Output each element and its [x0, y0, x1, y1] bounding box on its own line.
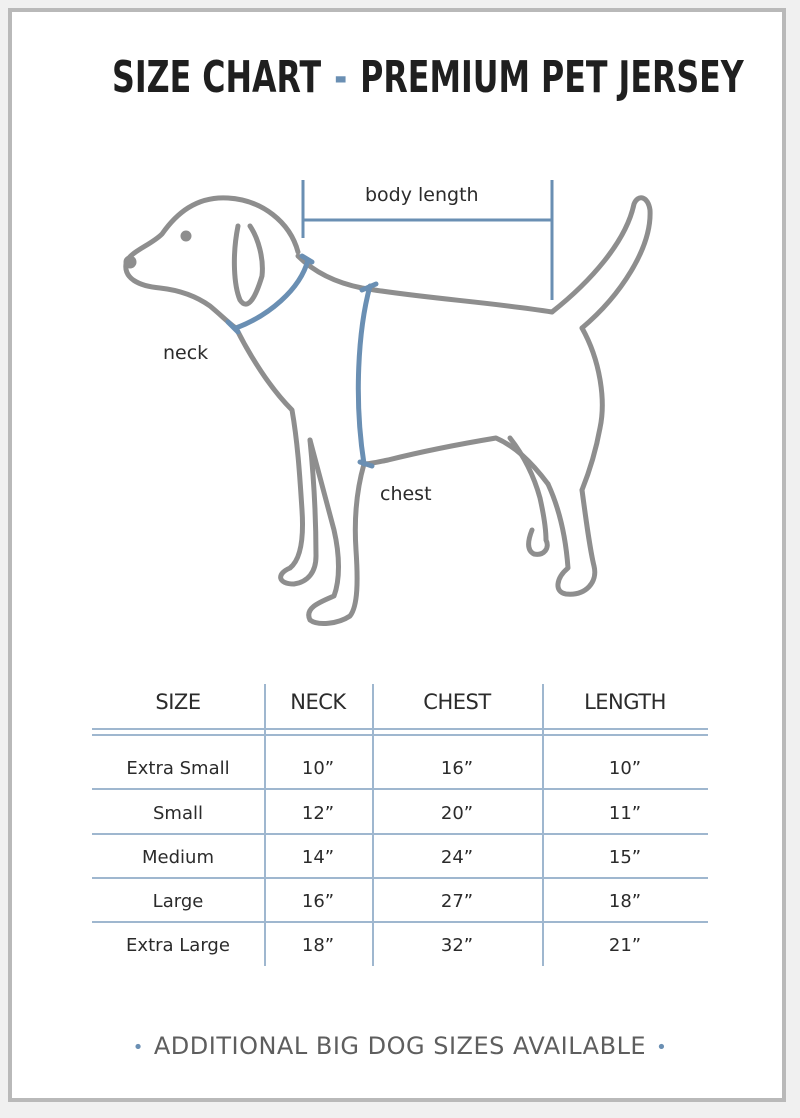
size-name: Extra Small — [126, 758, 230, 779]
neck-value: 12” — [301, 803, 335, 824]
table-header — [92, 690, 708, 714]
column-divider — [542, 684, 544, 966]
footer-text: ADDITIONAL BIG DOG SIZES AVAILABLE — [153, 1032, 647, 1060]
length-value: 11” — [608, 803, 642, 824]
size-name: Medium — [142, 847, 214, 868]
neck-measure-ring — [228, 256, 312, 332]
row-divider — [92, 921, 708, 923]
chest-value: 24” — [440, 847, 474, 868]
footer-bullet-right: • — [656, 1036, 668, 1058]
header-size: SIZE — [155, 690, 201, 714]
neck-value: 10” — [301, 758, 335, 779]
chest-value: 27” — [440, 891, 474, 912]
chest-label: chest — [380, 483, 432, 505]
title-left: SIZE CHART — [112, 52, 322, 103]
column-divider — [264, 684, 266, 966]
length-value: 18” — [608, 891, 642, 912]
chest-value: 32” — [440, 935, 474, 956]
neck-value: 18” — [301, 935, 335, 956]
table-row — [92, 891, 708, 912]
size-name: Large — [152, 891, 204, 912]
header-neck: NECK — [290, 690, 346, 714]
chest-value: 20” — [440, 803, 474, 824]
dog-outline — [126, 198, 650, 624]
row-divider — [92, 788, 708, 790]
size-name: Small — [153, 803, 203, 824]
table-row — [92, 935, 708, 956]
row-divider — [92, 833, 708, 835]
table-row — [92, 758, 708, 779]
size-name: Extra Large — [126, 935, 230, 956]
header-rule-top — [92, 728, 708, 730]
length-value: 15” — [608, 847, 642, 868]
row-divider — [92, 877, 708, 879]
column-divider — [372, 684, 374, 966]
table-row — [92, 847, 708, 868]
neck-label: neck — [163, 342, 209, 364]
neck-value: 14” — [301, 847, 335, 868]
header-length: LENGTH — [584, 690, 666, 714]
title-separator: - — [334, 52, 348, 103]
size-table — [92, 678, 708, 968]
footer-note — [0, 1032, 800, 1060]
length-value: 21” — [608, 935, 642, 956]
header-chest: CHEST — [423, 690, 491, 714]
chest-value: 16” — [440, 758, 474, 779]
chest-measure-ring — [358, 284, 376, 466]
footer-bullet-left: • — [132, 1036, 144, 1058]
title-right: PREMIUM PET JERSEY — [360, 52, 744, 103]
length-value: 10” — [608, 758, 642, 779]
table-row — [92, 803, 708, 824]
body-length-label: body length — [365, 184, 479, 206]
header-rule-bottom — [92, 734, 708, 736]
neck-value: 16” — [301, 891, 335, 912]
